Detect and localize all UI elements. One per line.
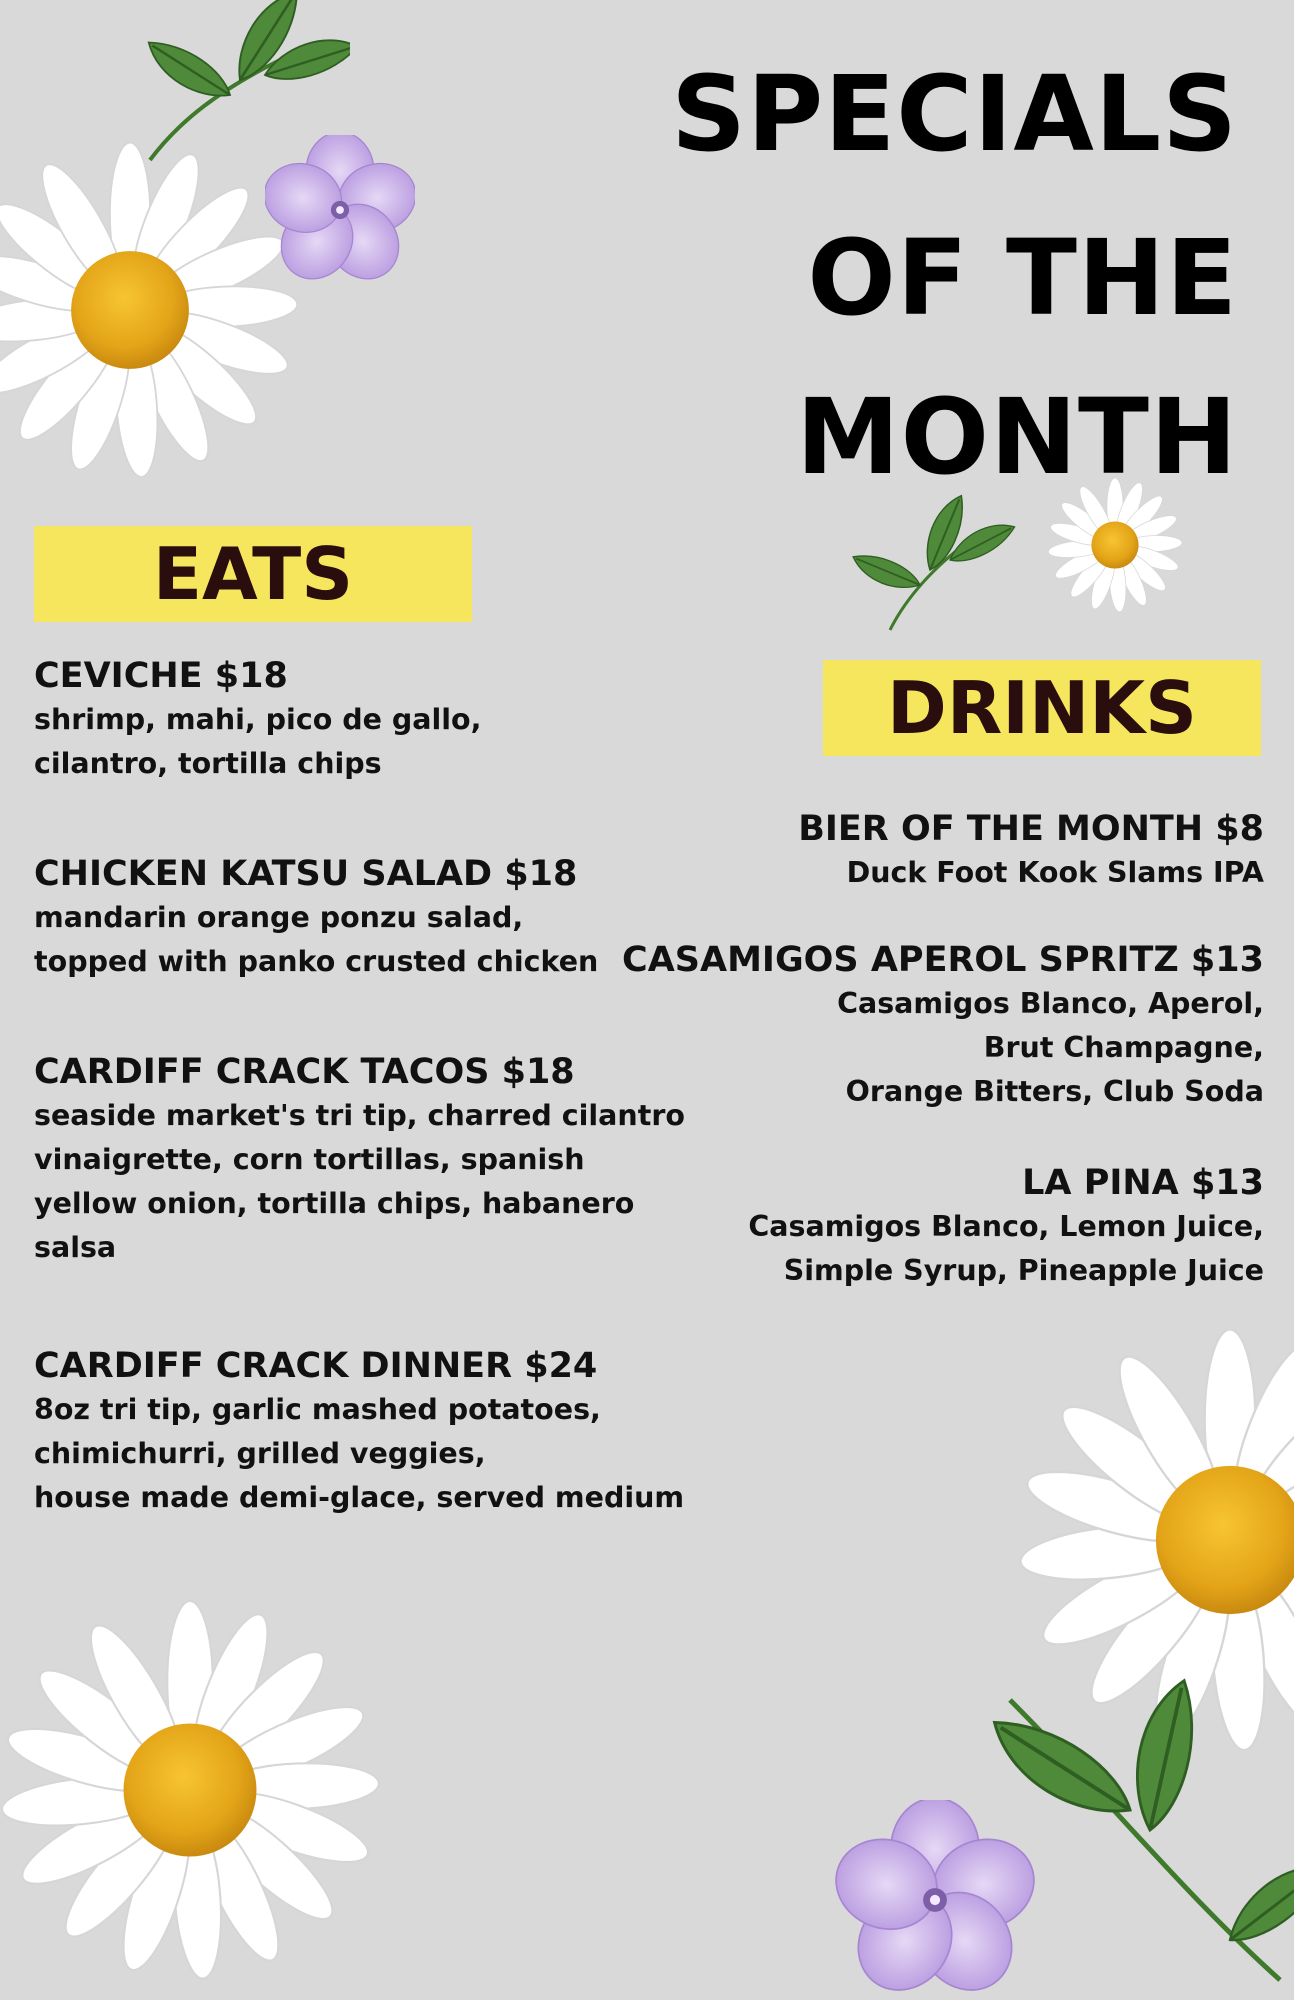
menu-item-cardiff-crack-dinner (34, 1344, 684, 1520)
item-name: CHICKEN KATSU SALAD $18 (34, 854, 578, 894)
item-description-line: chimichurri, grilled veggies, (34, 1437, 486, 1470)
item-description-line: cilantro, tortilla chips (34, 747, 382, 780)
page-title-line-1: SPECIALS (671, 53, 1238, 175)
drinks-heading-bar (823, 660, 1261, 756)
purple-flower-icon (835, 1800, 1035, 2000)
item-name: CARDIFF CRACK DINNER $24 (34, 1346, 598, 1386)
item-description-line: yellow onion, tortilla chips, habanero (34, 1187, 635, 1220)
item-description-line: salsa (34, 1231, 117, 1264)
green-leaf-icon (830, 490, 1030, 640)
purple-flower-icon (265, 135, 415, 285)
item-name: CASAMIGOS APEROL SPRITZ $13 (622, 940, 1264, 980)
item-description-line: mandarin orange ponzu salad, (34, 901, 524, 934)
eats-heading-bar (34, 526, 472, 622)
item-name: CEVICHE $18 (34, 656, 288, 696)
drinks-heading: DRINKS (887, 666, 1197, 750)
menu-item-chicken-katsu-salad (34, 852, 598, 984)
menu-item-casamigos-aperol-spritz (622, 938, 1264, 1114)
item-description-line: Casamigos Blanco, Lemon Juice, (748, 1210, 1264, 1243)
item-description-line: Duck Foot Kook Slams IPA (846, 856, 1264, 889)
item-description-line: seaside market's tri tip, charred cilantro (34, 1099, 685, 1132)
item-name: CARDIFF CRACK TACOS $18 (34, 1052, 575, 1092)
daisy-flower-icon (0, 1590, 390, 1990)
item-description-line: vinaigrette, corn tortillas, spanish (34, 1143, 585, 1176)
menu-item-cardiff-crack-tacos (34, 1050, 685, 1270)
item-description-line: shrimp, mahi, pico de gallo, (34, 703, 482, 736)
item-description-line: house made demi-glace, served medium (34, 1481, 685, 1514)
menu-item-bier-of-the-month (798, 807, 1264, 895)
item-description-line: Simple Syrup, Pineapple Juice (783, 1254, 1264, 1287)
page-title-line-2: OF THE (807, 217, 1238, 339)
menu-item-la-pina (748, 1161, 1264, 1293)
daisy-flower-icon (0, 140, 300, 480)
item-description-line: 8oz tri tip, garlic mashed potatoes, (34, 1393, 601, 1426)
page-title-line-3: MONTH (796, 376, 1238, 498)
menu-item-ceviche (34, 654, 481, 786)
item-name: LA PINA $13 (1022, 1163, 1264, 1203)
eats-heading: EATS (152, 532, 354, 616)
item-name: BIER OF THE MONTH $8 (798, 809, 1264, 849)
item-description-line: Brut Champagne, (983, 1031, 1264, 1064)
item-description-line: Casamigos Blanco, Aperol, (837, 987, 1264, 1020)
item-description-line: Orange Bitters, Club Soda (845, 1075, 1264, 1108)
item-description-line: topped with panko crusted chicken (34, 945, 599, 978)
